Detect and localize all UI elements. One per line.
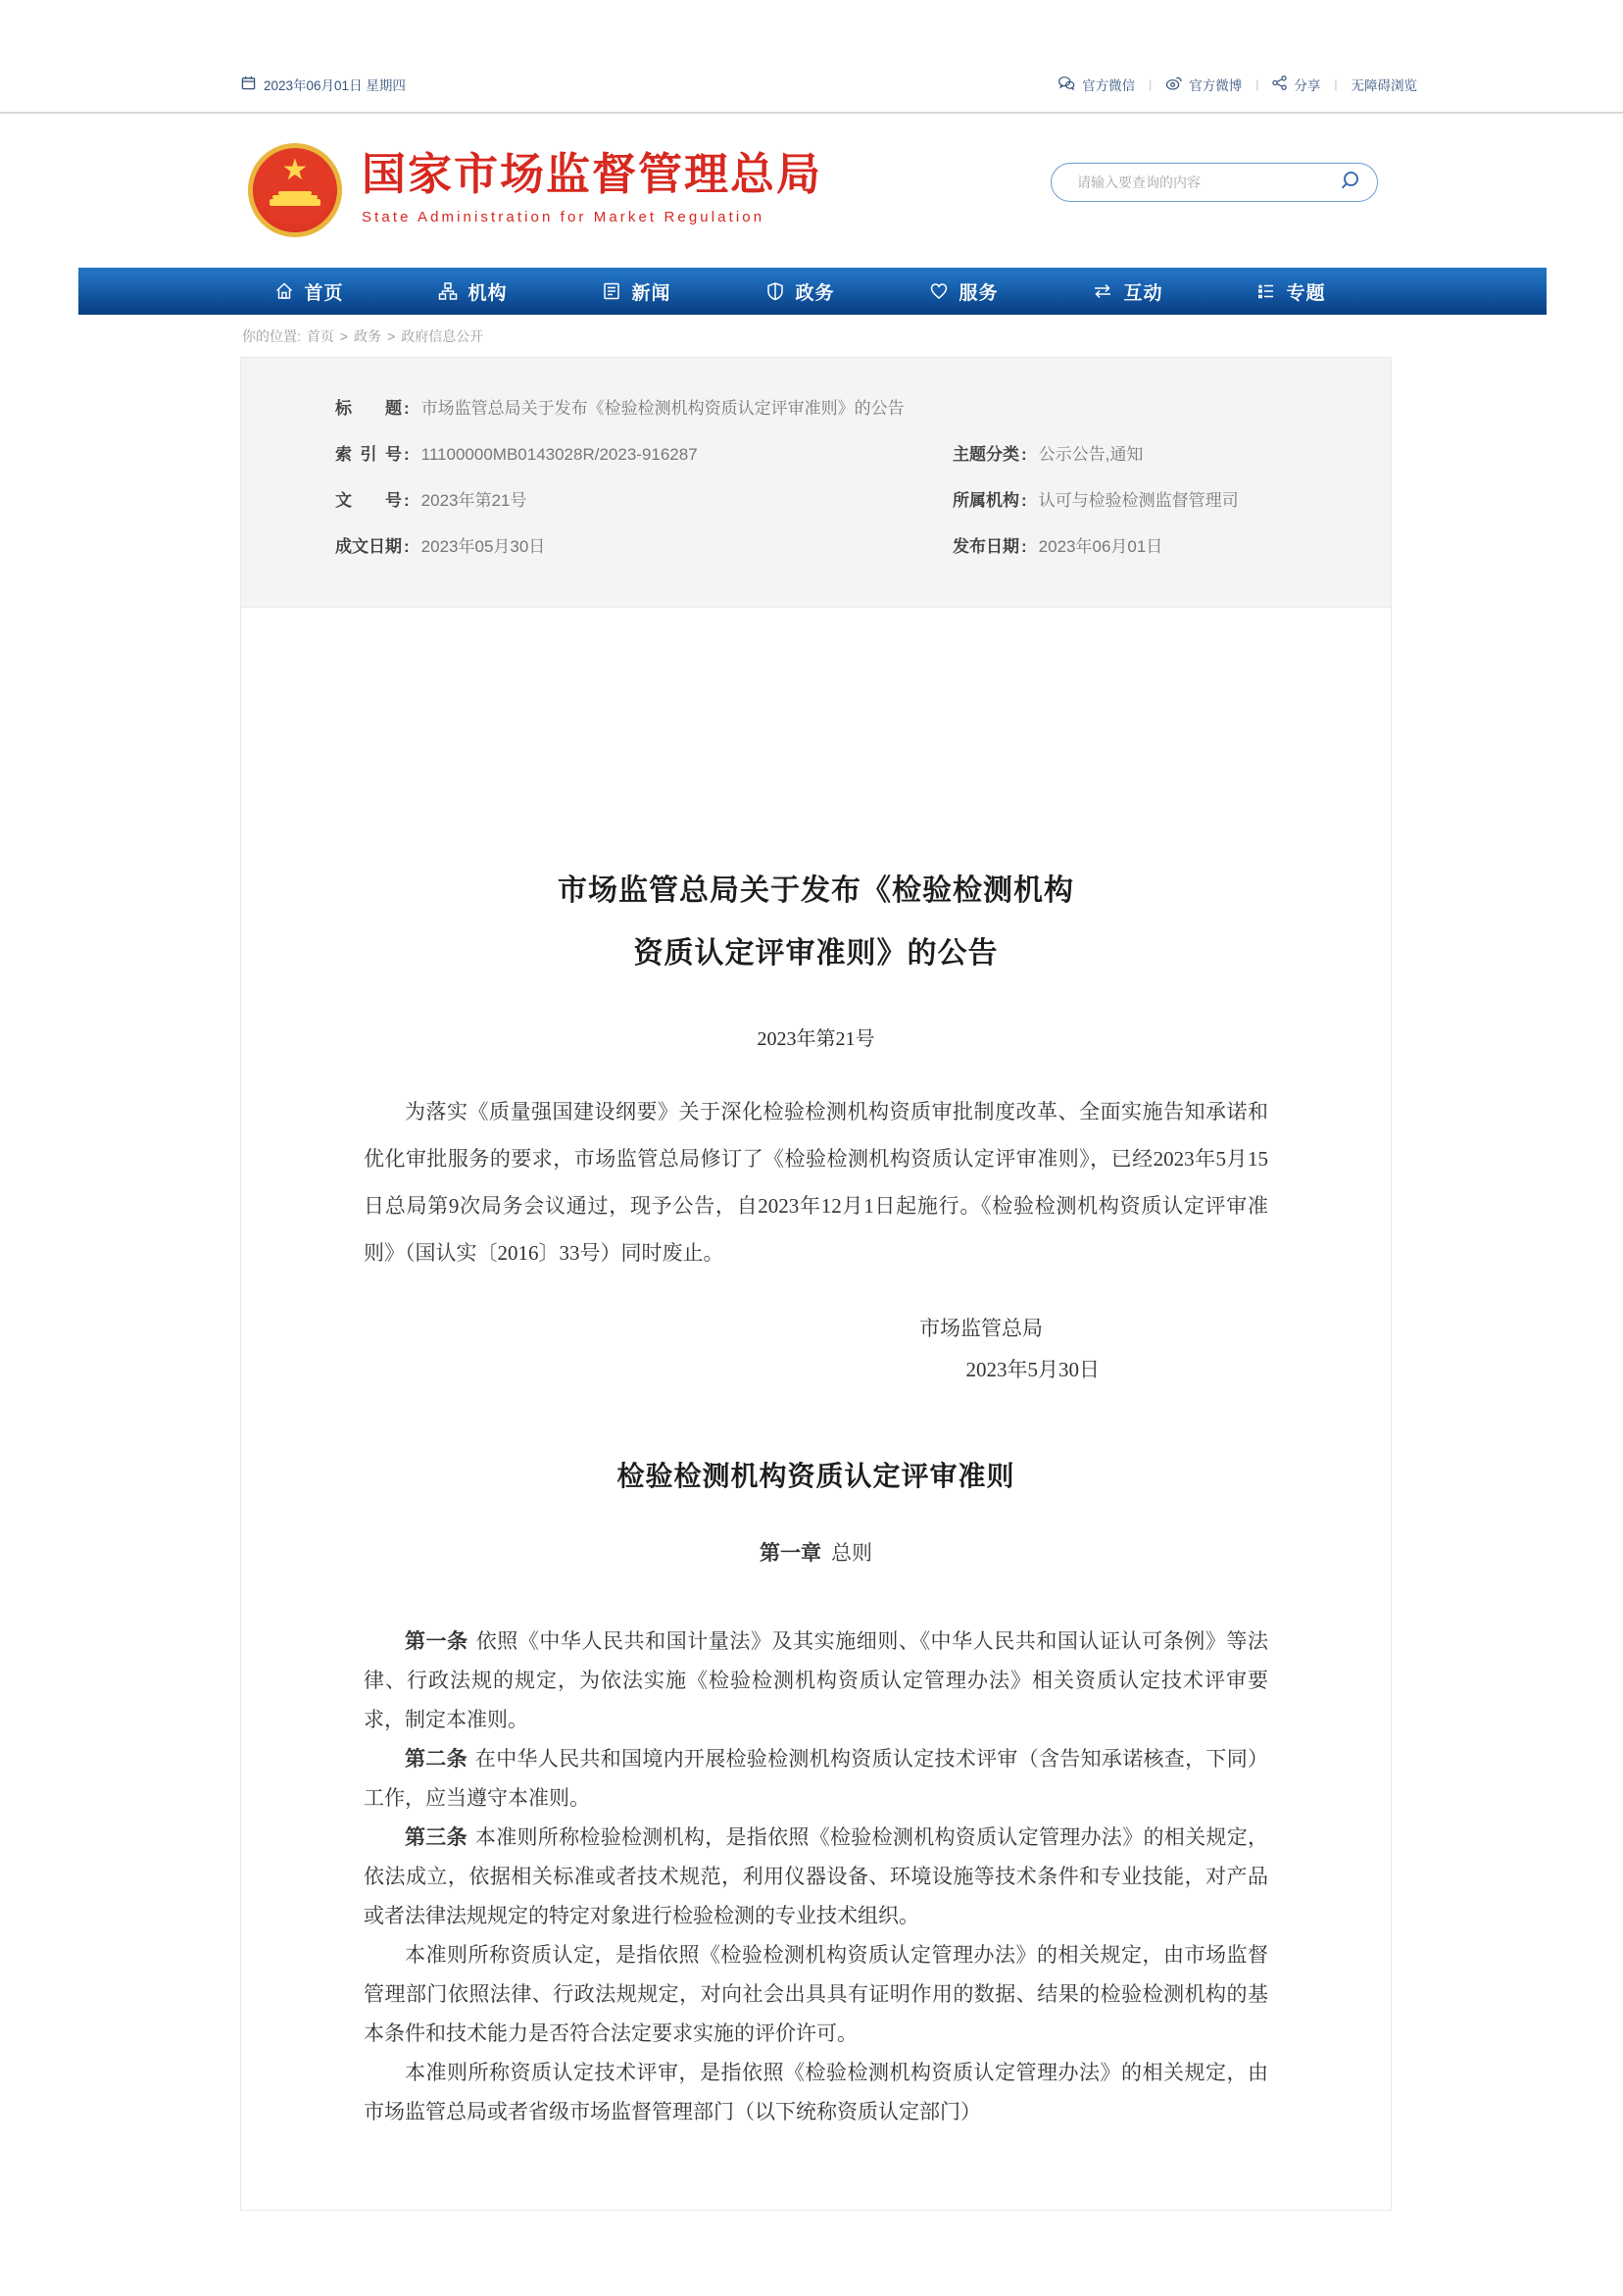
meta-label-doc-no: 文号: [335, 491, 402, 510]
breadcrumb-info-disclosure[interactable]: 政府信息公开: [401, 328, 484, 344]
breadcrumb-gov[interactable]: 政务: [354, 328, 382, 344]
nav-item-news[interactable]: 新闻: [555, 278, 718, 305]
wechat-link[interactable]: 官方微信: [1057, 75, 1135, 94]
meta-value-title: 市场监管总局关于发布《检验检测机构资质认定评审准则》的公告: [420, 399, 905, 418]
document-body: [241, 608, 1391, 2131]
signature-org: 市场监管总局: [919, 1317, 1043, 1340]
breadcrumb-home[interactable]: 首页: [306, 328, 334, 344]
document-title: 市场监管总局关于发布《检验检测机构 资质认定评审准则》的公告: [558, 874, 1074, 970]
calendar-icon: [241, 75, 256, 93]
meta-label-index-no: 索引号: [335, 445, 402, 464]
share-icon: [1272, 75, 1287, 93]
separator: |: [1149, 77, 1153, 91]
separator: |: [1334, 77, 1338, 91]
rule-paragraph: 第二条 在中华人民共和国境内开展检验检测机构资质认定技术评审（含告知承诺核查，下同）工作，应当遵守本准则。: [364, 1747, 1269, 1810]
meta-row-title: 标题 : 市场监管总局关于发布《检验检测机构资质认定评审准则》的公告: [335, 397, 1342, 421]
meta-value-category: 公示公告,通知: [1038, 445, 1144, 464]
site-logo[interactable]: [248, 143, 822, 237]
search-box[interactable]: [1051, 163, 1378, 202]
meta-value-issuing-org: 认可与检验检测监督管理司: [1038, 491, 1239, 510]
document-number: 2023年第21号: [757, 1028, 875, 1050]
search-icon[interactable]: [1338, 169, 1361, 197]
site-header: [0, 114, 1623, 268]
date-display: [241, 75, 406, 94]
weibo-link[interactable]: 官方微博: [1165, 75, 1242, 94]
nav-item-topics[interactable]: 专题: [1209, 278, 1373, 305]
nav-item-gov[interactable]: 政务: [718, 278, 882, 305]
chapter-heading: 第一章 总则: [760, 1541, 872, 1565]
main-nav: [78, 268, 1547, 315]
list-icon: [1256, 281, 1276, 301]
meta-row-dates: 成文日期 : 2023年05月30日 发布日期 : 2023年06月01日: [335, 535, 1342, 559]
national-emblem-icon: ★: [248, 143, 342, 237]
breadcrumb-separator: >: [339, 328, 349, 344]
home-icon: [274, 281, 294, 301]
rule-paragraph: 本准则所称资质认定，是指依照《检验检测机构资质认定管理办法》的相关规定，由市场监督管理部门依照法律、行政法规规定，对向社会出具具有证明作用的数据、结果的检验检测机构的基本条件和技术能力是否符合法定要求实施的评价许可。: [364, 1943, 1268, 2045]
site-title: 国家市场监督管理总局: [362, 149, 823, 199]
shield-icon: [765, 281, 785, 301]
meta-value-publish-date: 2023年06月01日: [1038, 537, 1163, 556]
meta-value-doc-no: 2023年第21号: [420, 491, 527, 510]
breadcrumb-separator: >: [387, 328, 396, 344]
meta-row-docno: 文号 : 2023年第21号 所属机构 : 认可与检验检测监督管理司: [335, 489, 1342, 513]
meta-label-title: 标题: [335, 399, 402, 418]
share-link[interactable]: 分享: [1272, 75, 1320, 94]
wechat-icon: [1057, 75, 1075, 93]
meta-value-index-no: 11100000MB0143028R/2023-916287: [420, 445, 698, 464]
utility-bar: [241, 69, 1417, 100]
site-title-english: State Administration for Market Regulation: [362, 209, 765, 225]
weibo-icon: [1165, 75, 1182, 93]
accessibility-link[interactable]: 无障碍浏览: [1351, 78, 1417, 93]
search-input[interactable]: [1075, 174, 1338, 191]
org-chart-icon: [438, 281, 458, 301]
signature-date: 2023年5月30日: [965, 1358, 1100, 1381]
nav-item-service[interactable]: 服务: [882, 278, 1046, 305]
meta-label-category: 主题分类: [953, 445, 1019, 464]
meta-row-index: 索引号 : 11100000MB0143028R/2023-916287 主题分类 : 公示公告,通知: [335, 443, 1342, 467]
rule-paragraph: 第一条 依照《中华人民共和国计量法》及其实施细则、《中华人民共和国认证认可条例》等法律、行政法规的规定，为依法实施《检验检测机构资质认定管理办法》相关资质认定技术评审要求，制定本准则。: [364, 1629, 1268, 1731]
heart-icon: [929, 281, 949, 301]
document-container: [240, 357, 1392, 2211]
current-date: 2023年06月01日 星期四: [264, 78, 406, 93]
rule-paragraph: 第三条 本准则所称检验检测机构，是指依照《检验检测机构资质认定管理办法》的相关规定，依法成立，依据相关标准或者技术规范，利用仪器设备、环境设施等技术条件和专业技能，对产品或者法律法规规定的特定对象进行检验检测的专业技术组织。: [364, 1825, 1269, 1927]
rule-title: 检验检测机构资质认定评审准则: [616, 1461, 1015, 1491]
meta-value-written-date: 2023年05月30日: [420, 537, 546, 556]
rule-paragraph: 本准则所称资质认定技术评审，是指依照《检验检测机构资质认定管理办法》的相关规定，由市场监管总局或者省级市场监督管理部门（以下统称资质认定部门）: [364, 2061, 1268, 2123]
nav-item-home[interactable]: 首页: [227, 278, 391, 305]
exchange-arrows-icon: [1092, 281, 1113, 301]
separator: |: [1255, 77, 1259, 91]
breadcrumb-prefix: 你的位置:: [242, 328, 301, 344]
nav-item-org[interactable]: 机构: [391, 278, 555, 305]
meta-label-publish-date: 发布日期: [953, 537, 1019, 556]
nav-item-interact[interactable]: 互动: [1046, 278, 1209, 305]
document-meta-panel: [241, 358, 1391, 608]
meta-label-issuing-org: 所属机构: [953, 491, 1019, 510]
meta-label-written-date: 成文日期: [335, 537, 402, 556]
news-icon: [602, 281, 621, 301]
announcement-paragraph: 为落实《质量强国建设纲要》关于深化检验检测机构资质审批制度改革、全面实施告知承诺和优化审批服务的要求，市场监管总局修订了《检验检测机构资质认定评审准则》，已经2023年5月15日总局第9次局务会议通过，现予公告，自2023年12月1日起施行。《检验检测机构资质认定评审准则》（国认实〔2016〕33号）同时废止。: [364, 1100, 1268, 1265]
breadcrumb: [242, 326, 483, 346]
